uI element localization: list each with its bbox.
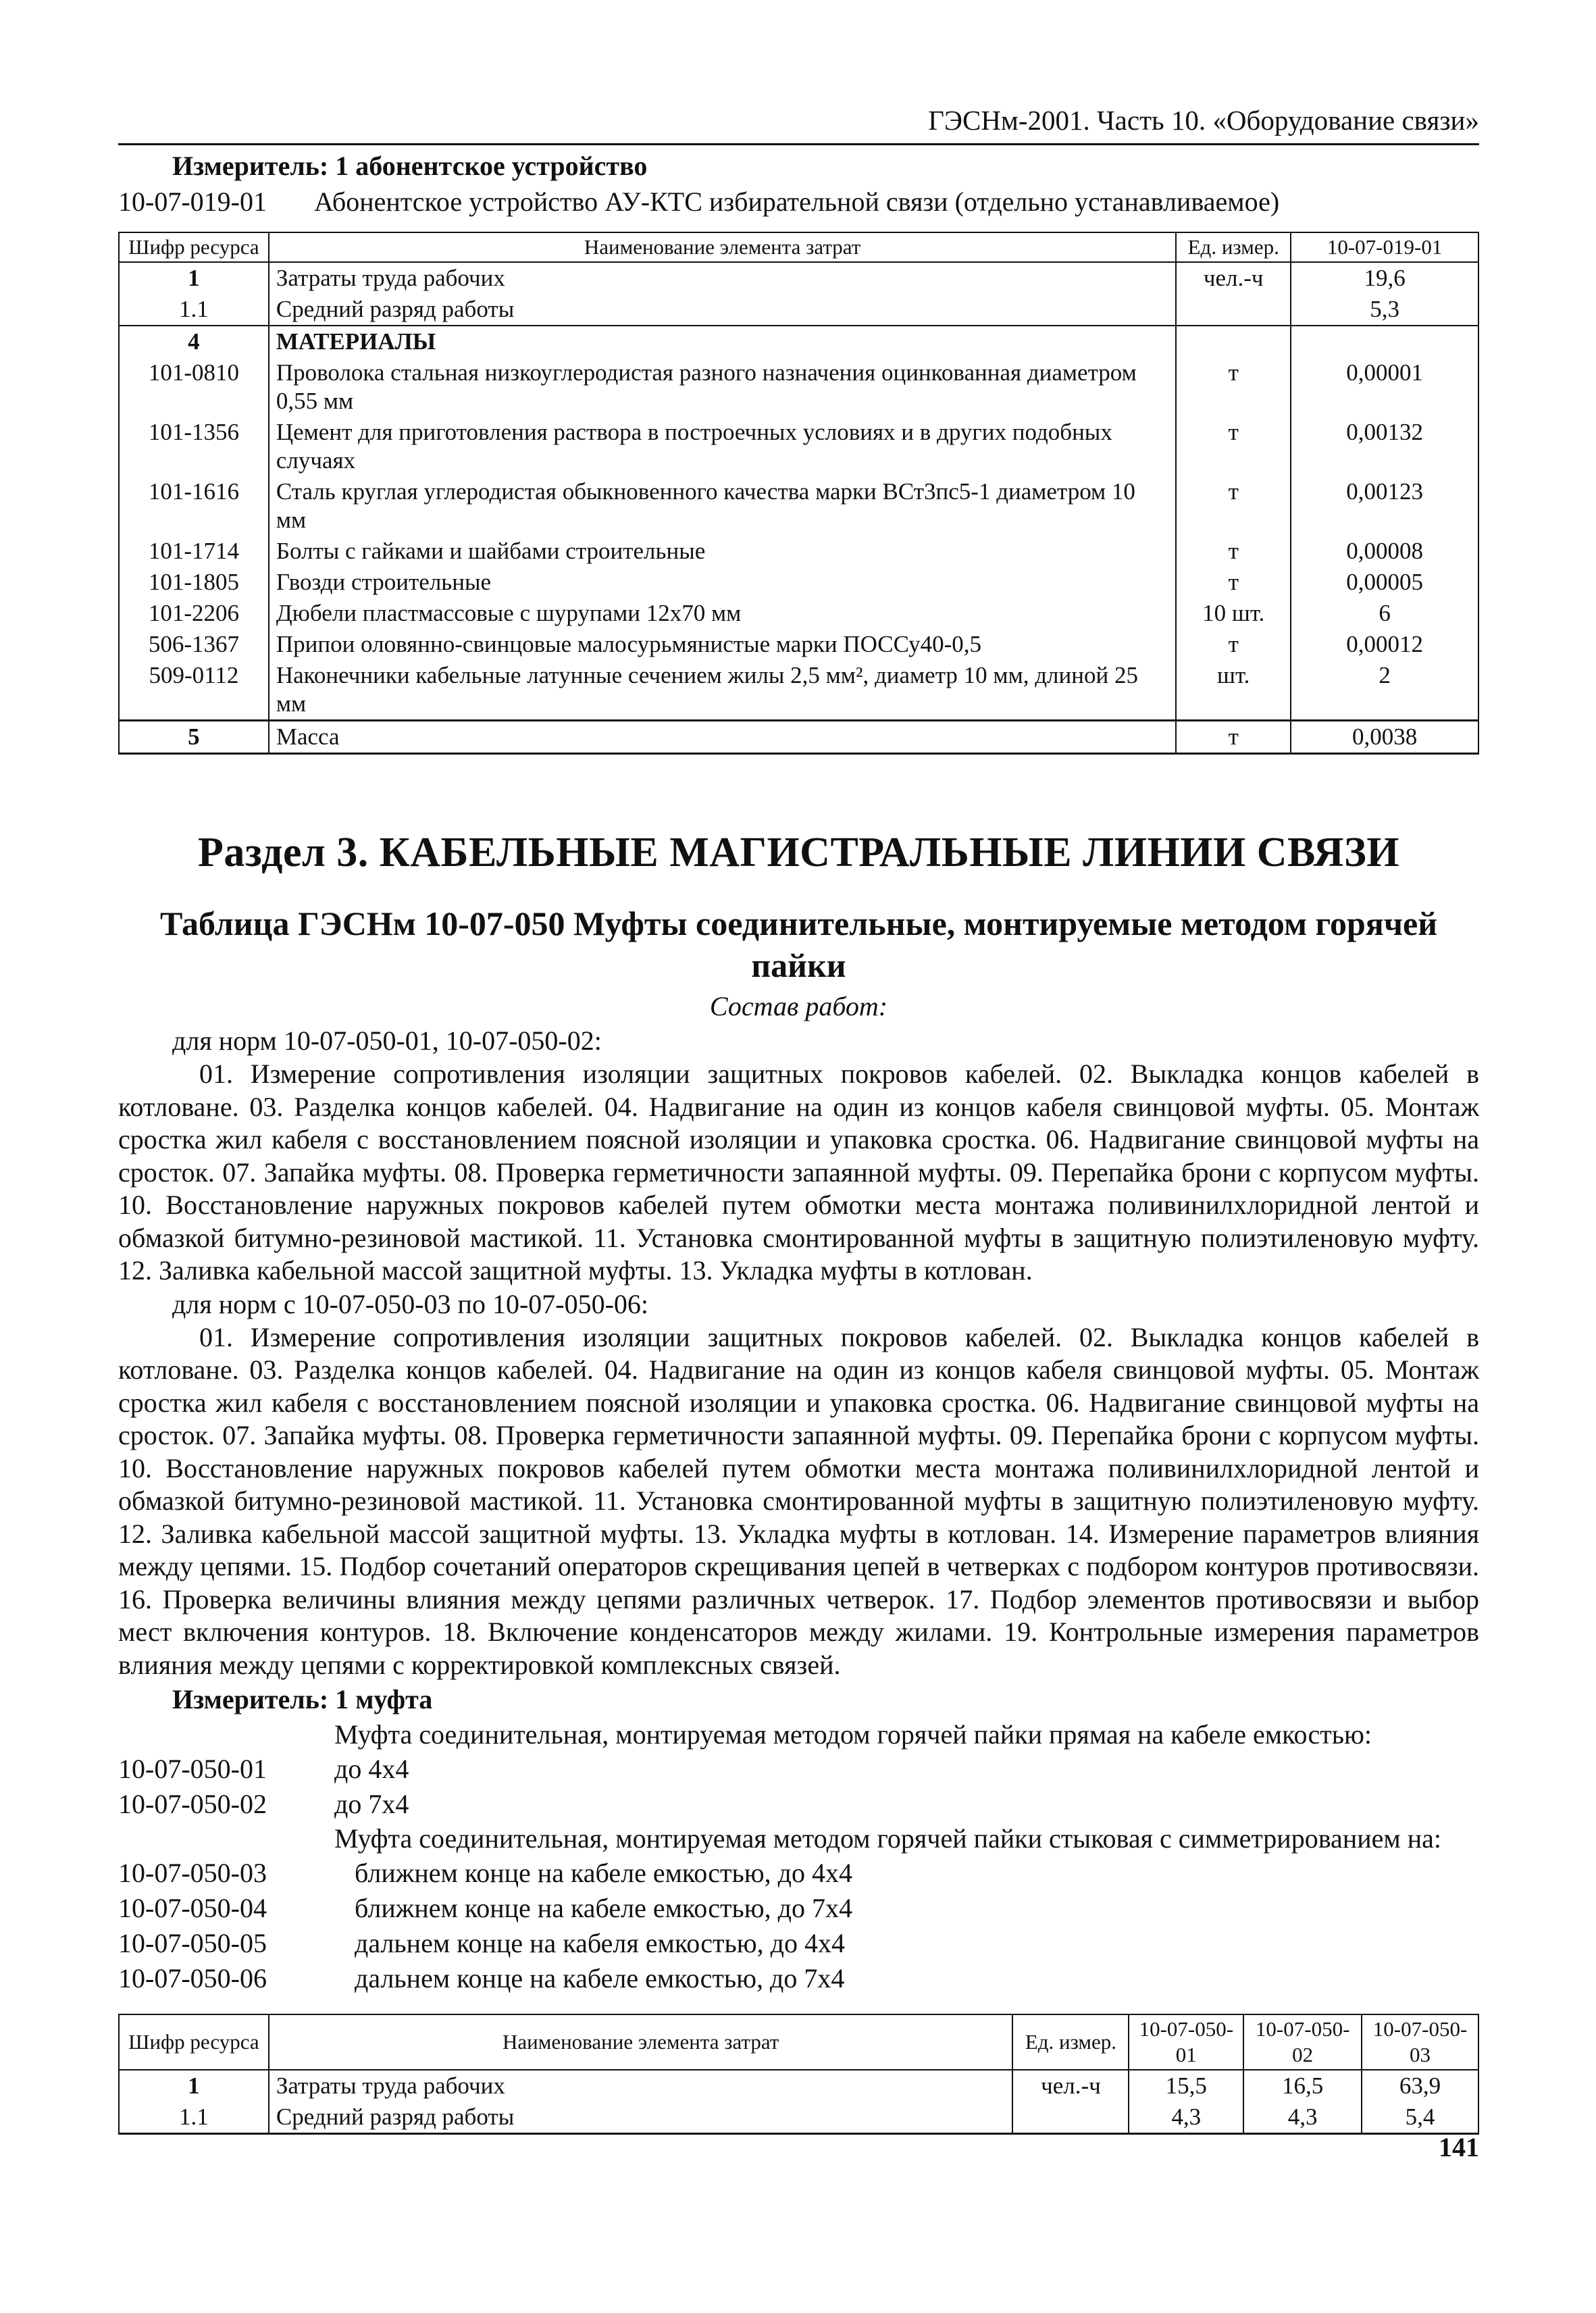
row-code: 101-1356: [119, 417, 269, 476]
header-code: Шифр ресурса: [119, 232, 269, 262]
norm-code: 10-07-050-05: [118, 1928, 267, 1958]
table-row: [119, 417, 1478, 476]
table-row: [119, 326, 1478, 357]
norm-item: [118, 184, 1479, 220]
row-value-3: 5,4: [1362, 2102, 1478, 2134]
norm-code: 10-07-050-01: [118, 1754, 267, 1784]
row-name: МАТЕРИАЛЫ: [269, 326, 1176, 357]
row-name: Масса: [269, 721, 1176, 754]
row-name: Гвозди строительные: [269, 567, 1176, 598]
row-unit: чел.-ч: [1176, 262, 1291, 294]
running-header: ГЭСНм-2001. Часть 10. «Оборудование связи»: [118, 101, 1479, 145]
table-row: [119, 536, 1478, 567]
row-value-2: 16,5: [1243, 2070, 1362, 2102]
table-row: [119, 660, 1478, 721]
row-code: 101-1805: [119, 567, 269, 598]
table-row: [119, 357, 1478, 417]
norm-item: [118, 1891, 1479, 1926]
row-unit: т: [1176, 536, 1291, 567]
header-norm: 10-07-019-01: [1291, 232, 1478, 262]
norm-item: [118, 1961, 1479, 1996]
row-value: 6: [1291, 598, 1478, 629]
row-value: 2: [1291, 660, 1478, 721]
row-code: 1: [119, 262, 269, 294]
norm-code: 10-07-050-02: [118, 1789, 267, 1819]
cost-table-2: [118, 2014, 1479, 2135]
cost-table-1: [118, 232, 1479, 755]
row-value: 0,00001: [1291, 357, 1478, 417]
row-name: Затраты труда рабочих: [269, 2070, 1013, 2102]
row-name: Сталь круглая углеродистая обыкновенного качества марки ВСт3пс5-1 диаметром 10 мм: [269, 476, 1176, 536]
page-number: 141: [1439, 2132, 1479, 2162]
header-name: Наименование элемента затрат: [269, 232, 1176, 262]
norm-name: до 7х4: [334, 1789, 409, 1819]
norm-name: Абонентское устройство АУ-КТС избирательной связи (отдельно устанавливаемое): [314, 186, 1280, 217]
table-row: [119, 2070, 1478, 2102]
row-unit: 10 шт.: [1176, 598, 1291, 629]
row-unit: т: [1176, 629, 1291, 660]
variant-group-title: Муфта соединительная, монтируемая методом горячей пайки стыковая с симметрированием на:: [334, 1823, 1441, 1854]
row-unit: т: [1176, 357, 1291, 417]
table-total-row: [119, 721, 1478, 754]
header-norm-1: 10-07-050-01: [1129, 2014, 1243, 2070]
header-code: Шифр ресурса: [119, 2014, 269, 2070]
header-unit: Ед. измер.: [1012, 2014, 1129, 2070]
row-unit: шт.: [1176, 660, 1291, 721]
row-name: Проволока стальная низкоуглеродистая разного назначения оцинкованная диаметром 0,55 мм: [269, 357, 1176, 417]
row-code: 509-0112: [119, 660, 269, 721]
norm-code: 10-07-050-03: [118, 1858, 267, 1888]
norm-code: 10-07-019-01: [118, 186, 267, 217]
norms-label-b: для норм с 10-07-050-03 по 10-07-050-06:: [172, 1288, 649, 1319]
row-name: Дюбели пластмассовые с шурупами 12х70 мм: [269, 598, 1176, 629]
table-row: [119, 294, 1478, 326]
row-name: Средний разряд работы: [269, 2102, 1013, 2134]
table-header-row: [119, 232, 1478, 262]
norm-name: дальнем конце на кабеля емкостью, до 4х4: [355, 1928, 845, 1958]
header-name: Наименование элемента затрат: [269, 2014, 1013, 2070]
row-unit: т: [1176, 721, 1291, 754]
works-heading: Состав работ:: [709, 991, 888, 1021]
norm-item: [118, 1856, 1479, 1891]
works-paragraph-b: 01. Измерение сопротивления изоляции защитных покровов кабелей. 02. Выкладка концов кабелей в котловане. 03. Разделка концов кабелей. 04. Надвигание на один из концов кабеля свинцовой муфты. 05. Монтаж сростка жил кабеля с восстановлением поясной изоляции и упаковка сростка. 06. Надвигание свинцовой муфты на сросток. 07. Запайка муфты. 08. Проверка герметичности запаянной муфты. 09. Перепайка брони с корпусом муфты. 10. Восстановление наружных покровов кабелей путем обмотки места монтажа поливинилхлоридной лентой и обмазкой битумно-резиновой мастикой. 11. Установка смонтированной муфты в защитную полиэтиленовую муфту. 12. Заливка кабельной массой защитной муфты. 13. Укладка муфты в котлован. 14. Измерение параметров влияния между цепями. 15. Подбор сочетаний операторов скрещивания цепей в четверках с подбором контуров противосвязи. 16. Проверка величины влияния между цепями различных четверок. 17. Подбор элементов противосвязи и выбор мест включения контуров. 18. Включение конденсаторов между жилами. 19. Контрольные измерения параметров влияния между цепями с корректировкой комплексных связей.: [118, 1321, 1479, 1680]
norm-item: [118, 1926, 1479, 1961]
row-code: 5: [119, 721, 269, 754]
table-row: [119, 629, 1478, 660]
row-value: 19,6: [1291, 262, 1478, 294]
row-code: 1.1: [119, 2102, 269, 2134]
table-row: [119, 567, 1478, 598]
norm-name: ближнем конце на кабеле емкостью, до 7х4: [355, 1893, 853, 1923]
header-unit: Ед. измер.: [1176, 232, 1291, 262]
row-value-3: 63,9: [1362, 2070, 1478, 2102]
row-value: 0,00012: [1291, 629, 1478, 660]
section-title: Раздел 3. КАБЕЛЬНЫЕ МАГИСТРАЛЬНЫЕ ЛИНИИ СВЯЗИ: [197, 830, 1400, 875]
table-row: [119, 2102, 1478, 2134]
norm-name: ближнем конце на кабеле емкостью, до 4х4: [355, 1858, 853, 1888]
table-row: [119, 262, 1478, 294]
norm-name: до 4х4: [334, 1754, 409, 1784]
header-norm-3: 10-07-050-03: [1362, 2014, 1478, 2070]
row-value-1: 4,3: [1129, 2102, 1243, 2134]
table-header-row: [119, 2014, 1478, 2070]
row-unit: т: [1176, 476, 1291, 536]
row-value: 0,0038: [1291, 721, 1478, 754]
row-name: Припои оловянно-свинцовые малосурьмянистые марки ПОССу40-0,5: [269, 629, 1176, 660]
row-value: 0,00008: [1291, 536, 1478, 567]
row-unit: [1012, 2102, 1129, 2134]
row-name: Цемент для приготовления раствора в построечных условиях и в других подобных случаях: [269, 417, 1176, 476]
row-name: Наконечники кабельные латунные сечением жилы 2,5 мм², диаметр 10 мм, длиной 25 мм: [269, 660, 1176, 721]
table-row: [119, 598, 1478, 629]
row-code: 101-0810: [119, 357, 269, 417]
row-value-1: 15,5: [1129, 2070, 1243, 2102]
row-code: 4: [119, 326, 269, 357]
row-value: 5,3: [1291, 294, 1478, 326]
row-value-2: 4,3: [1243, 2102, 1362, 2134]
row-code: 101-2206: [119, 598, 269, 629]
header-norm-2: 10-07-050-02: [1243, 2014, 1362, 2070]
table-row: [119, 476, 1478, 536]
row-code: 1.1: [119, 294, 269, 326]
norm-name: дальнем конце на кабеле емкостью, до 7х4: [355, 1963, 845, 1993]
document-page: [118, 101, 1479, 2135]
row-value: [1291, 326, 1478, 357]
row-name: Средний разряд работы: [269, 294, 1176, 326]
row-code: 1: [119, 2070, 269, 2102]
row-unit: чел.-ч: [1012, 2070, 1129, 2102]
norms-label-a: для норм 10-07-050-01, 10-07-050-02:: [172, 1025, 602, 1056]
variant-group-title: Муфта соединительная, монтируемая методом горячей пайки прямая на кабеле емкостью:: [334, 1719, 1372, 1750]
row-unit: т: [1176, 567, 1291, 598]
norm-item: [118, 1752, 1479, 1787]
row-unit: т: [1176, 417, 1291, 476]
table-title: [118, 903, 1479, 986]
row-code: 506-1367: [119, 629, 269, 660]
meter-line: Измеритель: 1 муфта: [172, 1684, 433, 1714]
row-unit: [1176, 326, 1291, 357]
row-unit: [1176, 294, 1291, 326]
row-name: Затраты труда рабочих: [269, 262, 1176, 294]
norm-item: [118, 1787, 1479, 1822]
meter-line: Измеритель: 1 абонентское устройство: [172, 151, 648, 181]
row-value: 0,00005: [1291, 567, 1478, 598]
row-value: 0,00123: [1291, 476, 1478, 536]
row-name: Болты с гайками и шайбами строительные: [269, 536, 1176, 567]
row-code: 101-1616: [119, 476, 269, 536]
row-code: 101-1714: [119, 536, 269, 567]
norm-code: 10-07-050-04: [118, 1893, 267, 1923]
table-title-line-1: Таблица ГЭСНм 10-07-050 Муфты соединительные, монтируемые методом горячей: [159, 905, 1438, 942]
row-value: 0,00132: [1291, 417, 1478, 476]
norm-code: 10-07-050-06: [118, 1963, 267, 1993]
works-paragraph-a: 01. Измерение сопротивления изоляции защитных покровов кабелей. 02. Выкладка концов кабелей в котловане. 03. Разделка концов кабелей. 04. Надвигание на один из концов кабеля свинцовой муфты. 05. Монтаж сростка жил кабеля с восстановлением поясной изоляции и упаковка сростка. 06. Надвигание свинцовой муфты на сросток. 07. Запайка муфты. 08. Проверка герметичности запаянной муфты. 09. Перепайка брони с корпусом муфты. 10. Восстановление наружных покровов кабелей путем обмотки места монтажа поливинилхлоридной лентой и обмазкой битумно-резиновой мастикой. 11. Установка смонтированной муфты в защитную полиэтиленовую муфту. 12. Заливка кабельной массой защитной муфты. 13. Укладка муфты в котлован.: [118, 1059, 1479, 1286]
table-title-line-2: пайки: [751, 946, 846, 984]
